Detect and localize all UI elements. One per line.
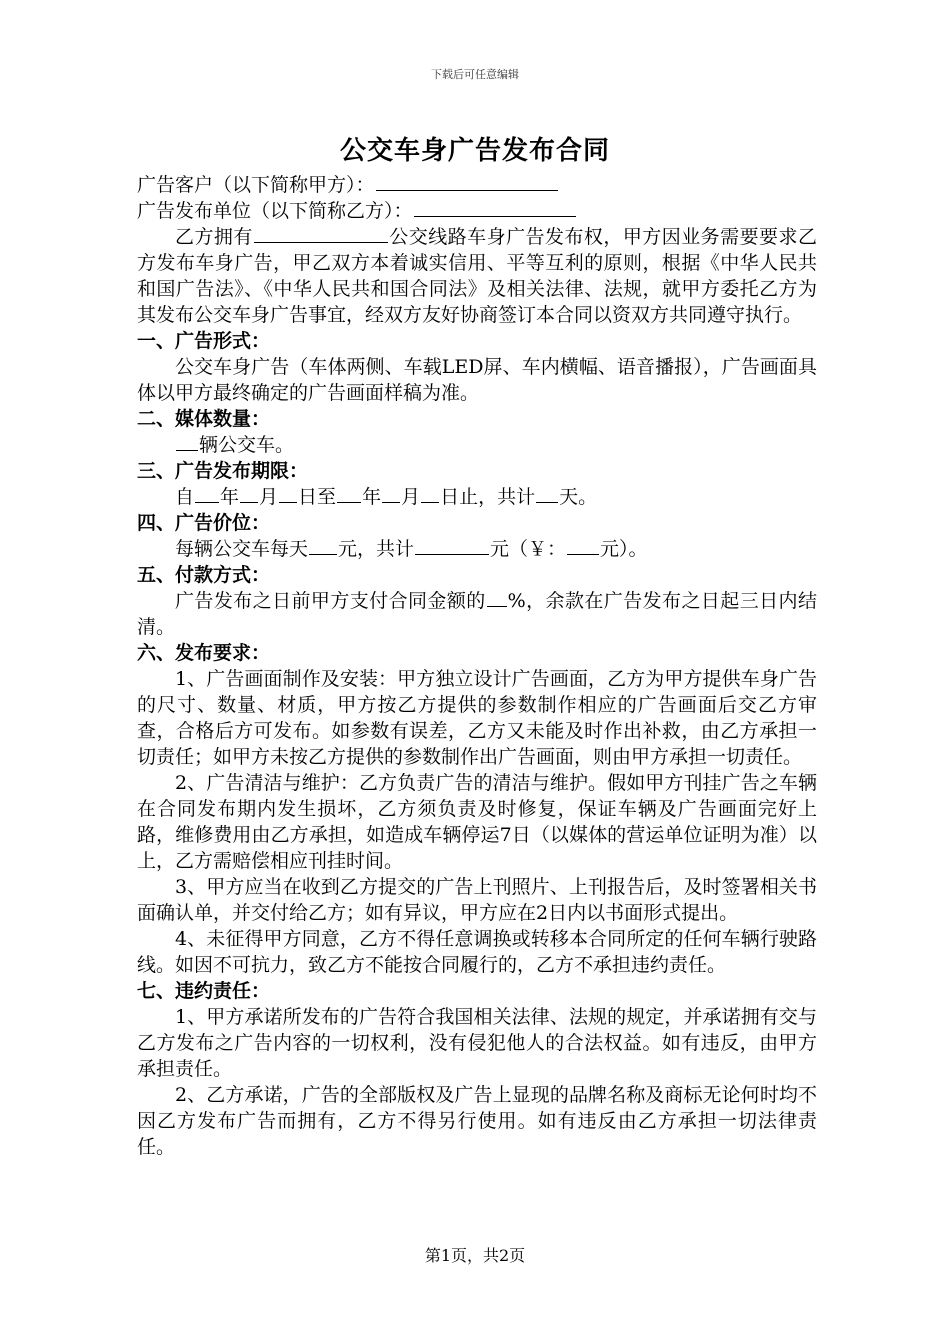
section-4-heading: 四、广告价位： [137,512,271,534]
end-year-blank [337,484,361,503]
start-year-blank [195,484,219,503]
client-label: 广告客户（以下简称甲方）： [137,174,375,196]
page-title: 公交车身广告发布合同 [339,136,610,166]
section-6-item-3: 3、甲方应当在收到乙方提交的广告上刊照片、上刊报告后，及时签署相关书面确认单，并交付给乙方；如有异议，甲方应在2日内以书面形式提出。 [137,876,817,924]
section-4-text [137,536,817,562]
section-7-item-2: 2、乙方承诺，广告的全部版权及广告上显现的品牌名称及商标无论何时均不因乙方发布广告而拥有，乙方不得另行使用。如有违反由乙方承担一切法律责任。 [137,1084,817,1158]
contract-body [137,172,817,1160]
payment-text-1: 广告发布之日前甲方支付合同金额的 [175,590,486,612]
period-text-6: 月 [401,486,421,508]
section-6-item-2: 2、广告清洁与维护：乙方负责广告的清洁与维护。假如甲方刊挂广告之车辆在合同发布期内发生损坏，乙方须负责及时修复，保证车辆及广告画面完好上路，维修费用由乙方承担，如造成车辆停运7日（以媒体的营运单位证明为准）以上，乙方需赔偿相应刊挂时间。 [137,772,817,872]
page-footer: 第1页，共2页 [424,1246,526,1265]
section-5-text [137,588,817,640]
section-1-text: 公交车身广告（车体两侧、车载LED屏、车内横幅、语音播报），广告画面具体以甲方最终确定的广告画面样稿为准。 [137,356,817,404]
end-month-blank [382,484,400,503]
section-5-heading: 五、付款方式： [137,564,271,586]
period-text-7: 日止，共计 [440,486,536,508]
total-price-blank [415,536,489,555]
section-1-heading: 一、广告形式： [137,330,271,352]
payment-text-2: %，余款在广告发布之日起三日内结清。 [137,590,817,638]
client-blank [376,172,558,191]
section-3-heading: 三、广告发布期限： [137,460,309,482]
intro-text-2: 公交线路车身广告发布权，甲方因业务需要要求乙方发布车身广告，甲乙双方本着诚实信用、平等互利的原则，根据《中华人民共和国广告法》、《中华人民共和国合同法》及相关法律、法规，就甲方委托乙方为其发布公交车身广告事宜，经双方友好协商签订本合同以资双方共同遵守执行。 [137,226,817,326]
publisher-blank [414,198,576,217]
period-text-3: 月 [259,486,279,508]
total-rmb-blank [567,536,599,555]
price-text-2: 元，共计 [338,538,415,560]
section-7-item-1: 1、甲方承诺所发布的广告符合我国相关法律、法规的规定，并承诺拥有交与乙方发布之广告内容的一切权利，没有侵犯他人的合法权益。如有违反，由甲方承担责任。 [137,1006,817,1080]
bus-count-blank [176,432,198,451]
price-text-1: 每辆公交车每天 [175,538,309,560]
section-7-heading: 七、违约责任： [137,980,271,1002]
period-text-1: 自 [175,486,195,508]
end-day-blank [421,484,439,503]
client-line [137,172,817,198]
header-note: 下载后可任意编辑 [431,68,519,81]
bus-count-text: 辆公交车。 [199,434,295,456]
section-6-heading: 六、发布要求： [137,642,271,664]
section-2-text [137,432,817,458]
percent-blank [487,588,507,607]
publisher-line [137,198,817,224]
section-3-text [137,484,817,510]
period-text-5: 年 [362,486,382,508]
section-6-item-1: 1、广告画面制作及安装：甲方独立设计广告画面，乙方为甲方提供车身广告的尺寸、数量、材质，甲方按乙方提供的参数制作相应的广告画面后交乙方审查，合格后方可发布。如参数有误差，乙方又未能及时作出补救，由乙方承担一切责任；如甲方未按乙方提供的参数制作出广告画面，则由甲方承担一切责任。 [137,668,817,768]
section-6-item-4: 4、未征得甲方同意，乙方不得任意调换或转移本合同所定的任何车辆行驶路线。如因不可抗力，致乙方不能按合同履行的，乙方不承担违约责任。 [137,928,817,976]
publisher-label: 广告发布单位（以下简称乙方）： [137,200,413,222]
period-text-8: 天。 [559,486,598,508]
start-day-blank [279,484,297,503]
section-2-heading: 二、媒体数量： [137,408,271,430]
start-month-blank [240,484,258,503]
price-text-3: 元（￥： [490,538,567,560]
route-blank [254,224,388,243]
total-days-blank [536,484,558,503]
intro-paragraph [137,224,817,328]
period-text-4: 日至 [298,486,337,508]
intro-text-1: 乙方拥有 [175,226,253,248]
price-text-4: 元）。 [600,538,648,560]
daily-price-blank [309,536,337,555]
period-text-2: 年 [220,486,240,508]
